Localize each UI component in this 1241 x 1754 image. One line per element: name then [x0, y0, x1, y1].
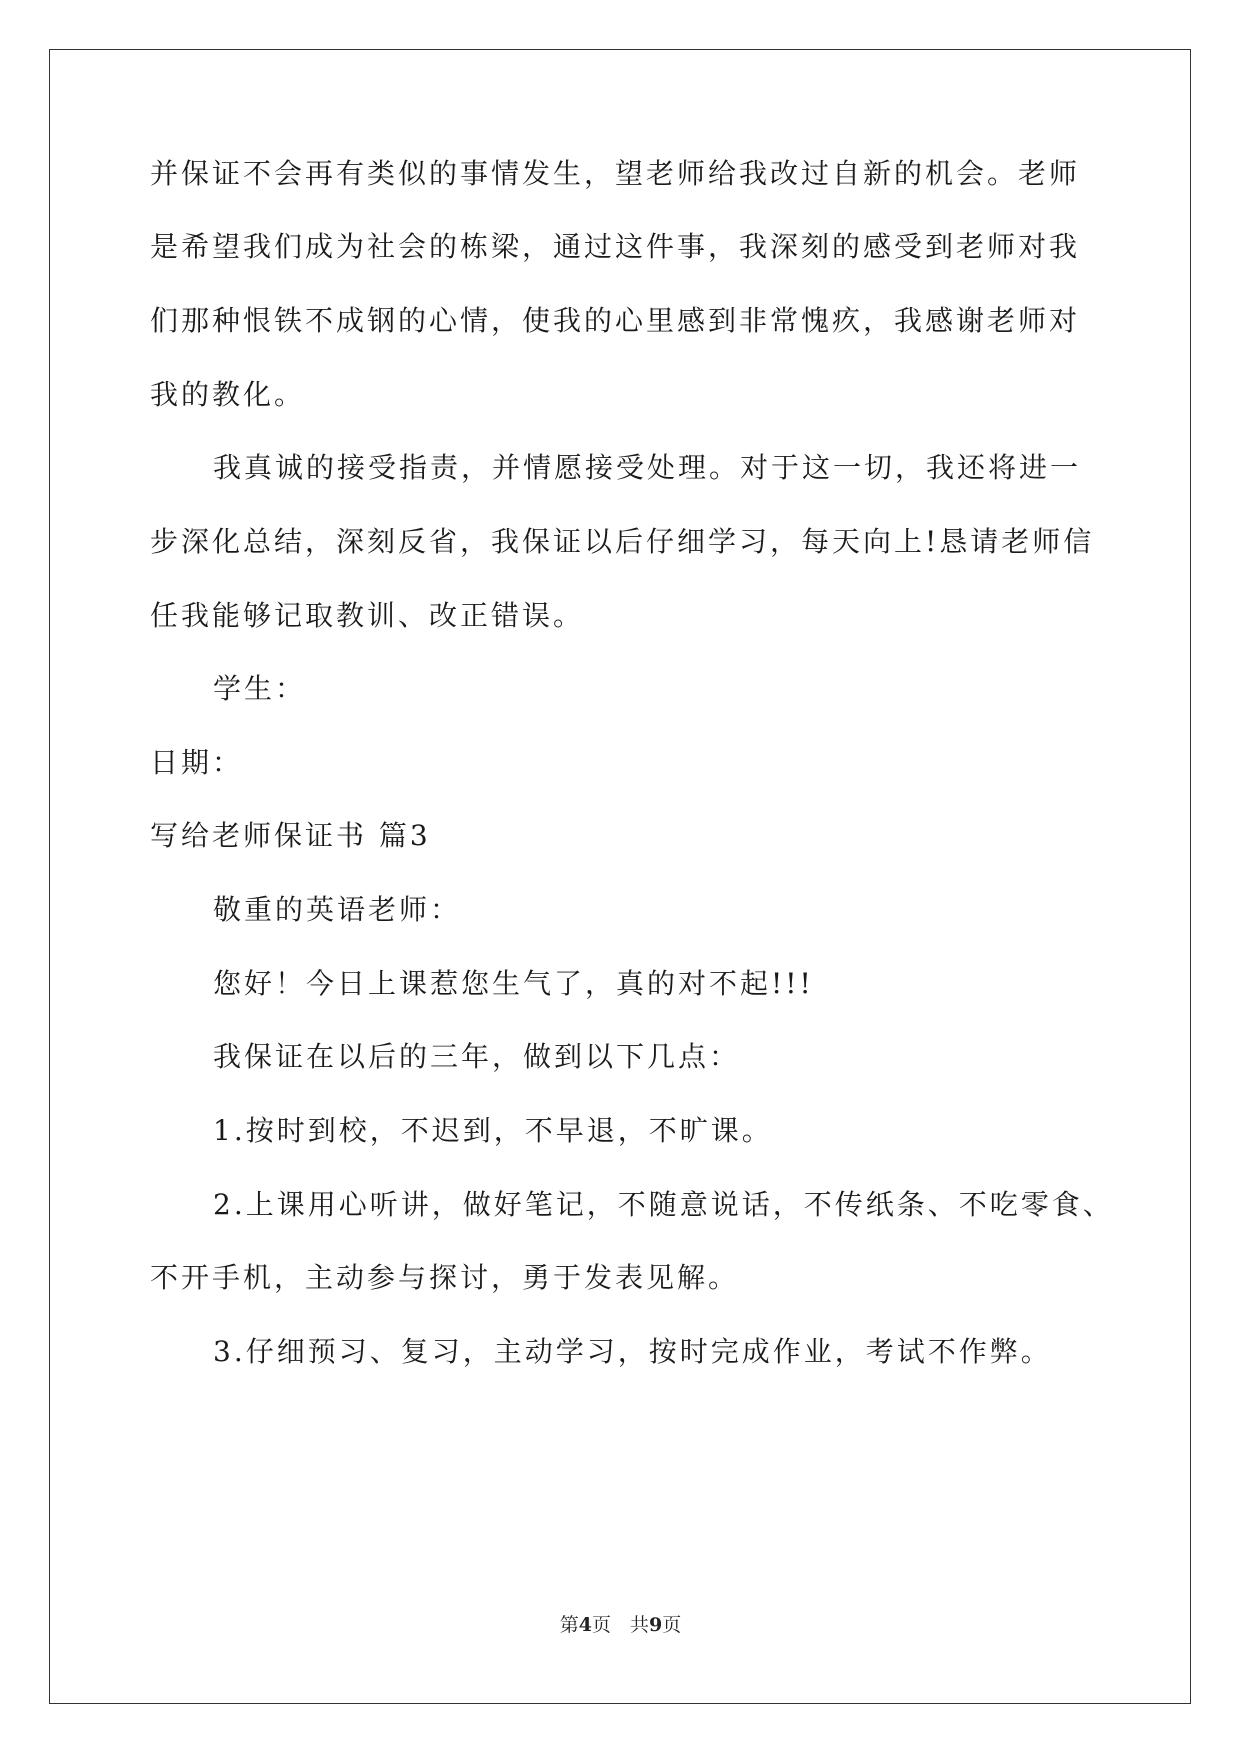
current-page-number: 4	[578, 1614, 592, 1636]
paragraph-first-line: 我真诚的接受指责，并情愿接受处理。对于这一切，我还将进一	[213, 451, 1082, 484]
page-number-footer	[0, 1612, 1241, 1638]
list-item: 1.按时到校，不迟到，不早退，不旷课。	[213, 1114, 773, 1147]
body-line: 并保证不会再有类似的事情发生，望老师给我改过自新的机会。老师	[150, 157, 1081, 190]
body-line: 步深化总结，深刻反省，我保证以后仔细学习，每天向上!恳请老师信	[150, 525, 1095, 558]
student-signature-label: 学生：	[213, 672, 307, 705]
body-line: 们那种恨铁不成钢的心情，使我的心里感到非常愧疚，我感谢老师对	[150, 304, 1081, 337]
list-item: 2.上课用心听讲，做好笔记，不随意说话，不传纸条、不吃零食、	[213, 1188, 1114, 1221]
page-mid: 页 共	[591, 1614, 649, 1636]
body-line: 任我能够记取教训、改正错误。	[150, 599, 585, 632]
body-line: 我保证在以后的三年，做到以下几点：	[213, 1040, 741, 1073]
page-border	[49, 49, 1191, 1704]
total-page-number: 9	[649, 1614, 663, 1636]
section-heading: 写给老师保证书 篇3	[150, 819, 431, 852]
greeting-line: 您好！今日上课惹您生气了，真的对不起!!!	[213, 967, 814, 1000]
page-suffix: 页	[662, 1614, 682, 1636]
list-item-continuation: 不开手机，主动参与探讨，勇于发表见解。	[150, 1261, 740, 1294]
date-label: 日期：	[150, 746, 244, 779]
list-item: 3.仔细预习、复习，主动学习，按时完成作业，考试不作弊。	[213, 1335, 1052, 1368]
page-prefix: 第	[559, 1614, 579, 1636]
salutation: 敬重的英语老师：	[213, 893, 462, 926]
body-line: 我的教化。	[150, 378, 306, 411]
body-line: 是希望我们成为社会的栋梁，通过这件事，我深刻的感受到老师对我	[150, 230, 1081, 263]
